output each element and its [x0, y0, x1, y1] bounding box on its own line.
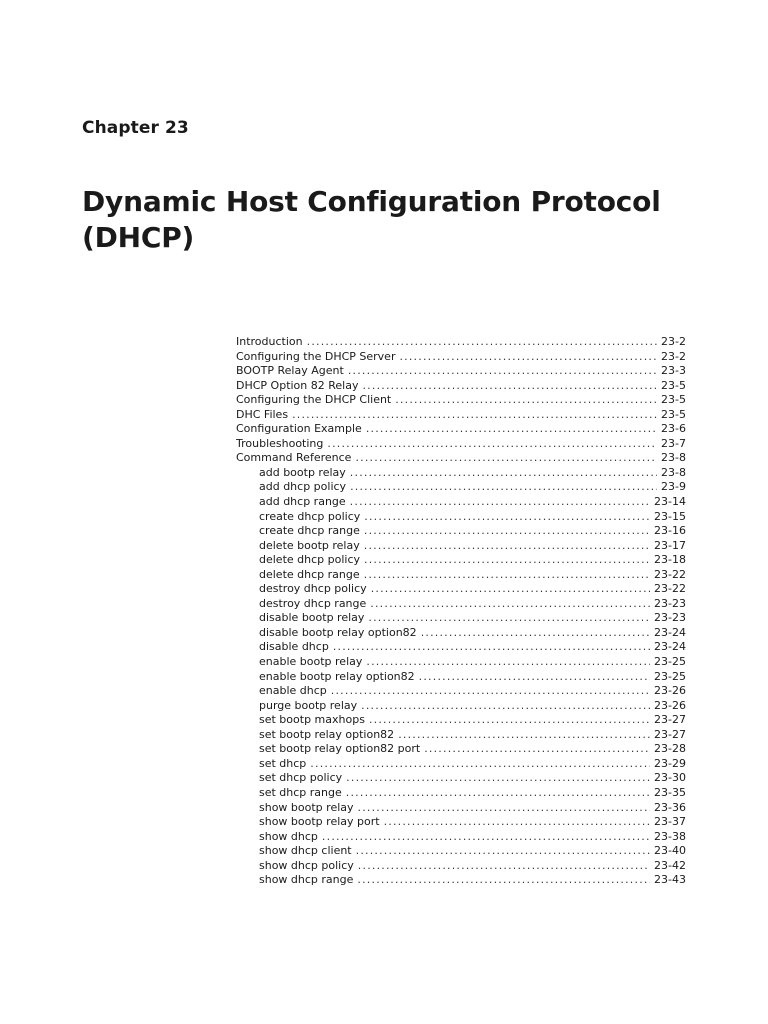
- toc-dot-leader: [361, 699, 650, 714]
- toc-entry-page: 23-30: [654, 771, 686, 785]
- toc-entry-page: 23-2: [661, 349, 686, 363]
- toc-entry-page: 23-3: [661, 364, 686, 378]
- toc-entry-label: set bootp maxhops: [259, 713, 365, 727]
- toc-entry-page: 23-26: [654, 684, 686, 698]
- toc-dot-leader: [350, 480, 657, 495]
- toc-entry-label: set dhcp policy: [259, 771, 343, 785]
- toc-dot-leader: [358, 801, 651, 816]
- toc-entry-label: purge bootp relay: [259, 698, 358, 712]
- toc-entry-label: show dhcp range: [259, 873, 354, 887]
- toc-entry-label: show dhcp client: [259, 844, 352, 858]
- toc-entry-label: Configuration Example: [236, 422, 362, 436]
- toc-dot-leader: [307, 335, 657, 350]
- toc-dot-leader: [364, 510, 650, 525]
- toc-dot-leader: [384, 815, 650, 830]
- toc-entry-label: delete dhcp range: [259, 567, 360, 581]
- toc-entry-page: 23-26: [654, 698, 686, 712]
- toc-dot-leader: [399, 350, 657, 365]
- toc-entry-page: 23-22: [654, 567, 686, 581]
- toc-entry-page: 23-5: [661, 407, 686, 421]
- toc-entry-page: 23-40: [654, 844, 686, 858]
- toc-entry[interactable]: [236, 815, 686, 830]
- toc-entry-label: Troubleshooting: [236, 436, 324, 450]
- toc-entry-label: delete bootp relay: [259, 538, 360, 552]
- toc-entry-label: Command Reference: [236, 451, 352, 465]
- toc-entry[interactable]: [236, 364, 686, 379]
- toc-entry-page: 23-25: [654, 669, 686, 683]
- toc-dot-leader: [368, 611, 650, 626]
- toc-entry-page: 23-42: [654, 858, 686, 872]
- toc-dot-leader: [333, 640, 650, 655]
- toc-dot-leader: [357, 873, 650, 888]
- toc-entry[interactable]: [236, 786, 686, 801]
- toc-entry[interactable]: [236, 582, 686, 597]
- toc-entry-label: DHC Files: [236, 407, 289, 421]
- toc-entry-label: set dhcp: [259, 756, 307, 770]
- toc-entry[interactable]: [236, 801, 686, 816]
- toc-dot-leader: [421, 626, 650, 641]
- toc-entry-page: 23-8: [661, 465, 686, 479]
- toc-entry-page: 23-8: [661, 451, 686, 465]
- chapter-title: Dynamic Host Configuration Protocol (DHCP): [82, 185, 661, 254]
- toc-dot-leader: [364, 524, 650, 539]
- toc-entry[interactable]: [236, 466, 686, 481]
- toc-entry-page: 23-23: [654, 611, 686, 625]
- toc-entry-label: show bootp relay port: [259, 815, 380, 829]
- toc-dot-leader: [358, 859, 650, 874]
- toc-entry[interactable]: [236, 422, 686, 437]
- toc-entry-label: set dhcp range: [259, 785, 342, 799]
- toc-entry-page: 23-36: [654, 800, 686, 814]
- toc-entry[interactable]: [236, 670, 686, 685]
- toc-dot-leader: [322, 830, 650, 845]
- toc-entry[interactable]: [236, 553, 686, 568]
- toc-entry-label: set bootp relay option82 port: [259, 742, 421, 756]
- toc-entry-label: Configuring the DHCP Client: [236, 393, 392, 407]
- toc-entry[interactable]: [236, 873, 686, 888]
- toc-entry-page: 23-15: [654, 509, 686, 523]
- toc-entry[interactable]: [236, 626, 686, 641]
- toc-dot-leader: [350, 466, 657, 481]
- toc-entry[interactable]: [236, 844, 686, 859]
- toc-entry-label: disable dhcp: [259, 640, 329, 654]
- toc-dot-leader: [310, 757, 650, 772]
- toc-entry-label: add bootp relay: [259, 465, 346, 479]
- toc-dot-leader: [371, 582, 650, 597]
- toc-entry-page: 23-2: [661, 335, 686, 348]
- toc-entry[interactable]: [236, 393, 686, 408]
- toc-entry[interactable]: [236, 611, 686, 626]
- toc-dot-leader: [366, 655, 650, 670]
- toc-entry[interactable]: [236, 699, 686, 714]
- toc-dot-leader: [327, 437, 657, 452]
- toc-entry-page: 23-23: [654, 596, 686, 610]
- table-of-contents: [236, 335, 686, 888]
- toc-entry[interactable]: [236, 350, 686, 365]
- toc-entry-label: DHCP Option 82 Relay: [236, 378, 359, 392]
- toc-dot-leader: [398, 728, 650, 743]
- toc-entry-page: 23-9: [661, 480, 686, 494]
- toc-entry-label: disable bootp relay option82: [259, 625, 417, 639]
- toc-entry-page: 23-24: [654, 625, 686, 639]
- toc-entry-page: 23-35: [654, 785, 686, 799]
- toc-dot-leader: [292, 408, 657, 423]
- toc-entry[interactable]: [236, 437, 686, 452]
- toc-dot-leader: [424, 742, 650, 757]
- toc-entry[interactable]: [236, 379, 686, 394]
- toc-entry[interactable]: [236, 830, 686, 845]
- toc-dot-leader: [366, 422, 657, 437]
- toc-entry[interactable]: [236, 597, 686, 612]
- toc-entry-page: 23-38: [654, 829, 686, 843]
- toc-dot-leader: [364, 539, 650, 554]
- toc-dot-leader: [364, 553, 650, 568]
- toc-entry[interactable]: [236, 510, 686, 525]
- toc-entry[interactable]: [236, 757, 686, 772]
- toc-entry[interactable]: [236, 480, 686, 495]
- toc-entry-label: Introduction: [236, 335, 303, 348]
- toc-entry-page: 23-6: [661, 422, 686, 436]
- toc-entry-page: 23-25: [654, 655, 686, 669]
- toc-entry[interactable]: [236, 859, 686, 874]
- toc-entry-page: 23-7: [661, 436, 686, 450]
- toc-dot-leader: [355, 451, 657, 466]
- toc-dot-leader: [362, 379, 657, 394]
- toc-entry[interactable]: [236, 684, 686, 699]
- toc-dot-leader: [395, 393, 657, 408]
- toc-entry[interactable]: [236, 742, 686, 757]
- toc-entry-label: show dhcp: [259, 829, 318, 843]
- toc-entry-label: enable bootp relay: [259, 655, 363, 669]
- toc-entry-page: 23-28: [654, 742, 686, 756]
- toc-dot-leader: [346, 786, 650, 801]
- chapter-label: Chapter 23: [82, 118, 189, 138]
- toc-entry[interactable]: [236, 640, 686, 655]
- toc-entry-label: create dhcp policy: [259, 509, 361, 523]
- toc-entry-label: BOOTP Relay Agent: [236, 364, 344, 378]
- toc-entry-label: enable bootp relay option82: [259, 669, 415, 683]
- toc-entry-label: show dhcp policy: [259, 858, 354, 872]
- toc-entry[interactable]: [236, 524, 686, 539]
- toc-entry-page: 23-37: [654, 815, 686, 829]
- toc-dot-leader: [348, 364, 657, 379]
- toc-entry[interactable]: [236, 771, 686, 786]
- toc-entry-label: add dhcp range: [259, 495, 346, 509]
- toc-entry-label: delete dhcp policy: [259, 553, 361, 567]
- toc-entry-page: 23-27: [654, 713, 686, 727]
- toc-entry[interactable]: [236, 495, 686, 510]
- toc-entry-page: 23-17: [654, 538, 686, 552]
- toc-entry-label: create dhcp range: [259, 524, 360, 538]
- toc-entry-label: show bootp relay: [259, 800, 354, 814]
- toc-entry-label: enable dhcp: [259, 684, 327, 698]
- toc-dot-leader: [369, 713, 650, 728]
- toc-entry[interactable]: [236, 539, 686, 554]
- toc-dot-leader: [419, 670, 650, 685]
- toc-entry[interactable]: [236, 655, 686, 670]
- toc-entry[interactable]: [236, 451, 686, 466]
- toc-entry-page: 23-18: [654, 553, 686, 567]
- toc-entry[interactable]: [236, 728, 686, 743]
- toc-entry-page: 23-5: [661, 393, 686, 407]
- toc-entry-label: add dhcp policy: [259, 480, 347, 494]
- toc-entry[interactable]: [236, 568, 686, 583]
- toc-dot-leader: [364, 568, 650, 583]
- toc-entry-label: destroy dhcp policy: [259, 582, 367, 596]
- toc-entry[interactable]: [236, 713, 686, 728]
- toc-entry-page: 23-27: [654, 727, 686, 741]
- toc-entry-label: set bootp relay option82: [259, 727, 395, 741]
- toc-entry-label: destroy dhcp range: [259, 596, 367, 610]
- toc-entry-page: 23-14: [654, 495, 686, 509]
- toc-entry-page: 23-24: [654, 640, 686, 654]
- toc-entry-page: 23-43: [654, 873, 686, 887]
- toc-entry-page: 23-29: [654, 756, 686, 770]
- toc-dot-leader: [350, 495, 650, 510]
- toc-entry-label: disable bootp relay: [259, 611, 365, 625]
- toc-entry[interactable]: [236, 335, 686, 350]
- toc-entry-label: Configuring the DHCP Server: [236, 349, 396, 363]
- toc-entry-page: 23-22: [654, 582, 686, 596]
- toc-entry[interactable]: [236, 408, 686, 423]
- toc-dot-leader: [331, 684, 650, 699]
- toc-entry-page: 23-5: [661, 378, 686, 392]
- toc-dot-leader: [356, 844, 650, 859]
- toc-dot-leader: [346, 771, 650, 786]
- toc-entry-page: 23-16: [654, 524, 686, 538]
- toc-dot-leader: [370, 597, 650, 612]
